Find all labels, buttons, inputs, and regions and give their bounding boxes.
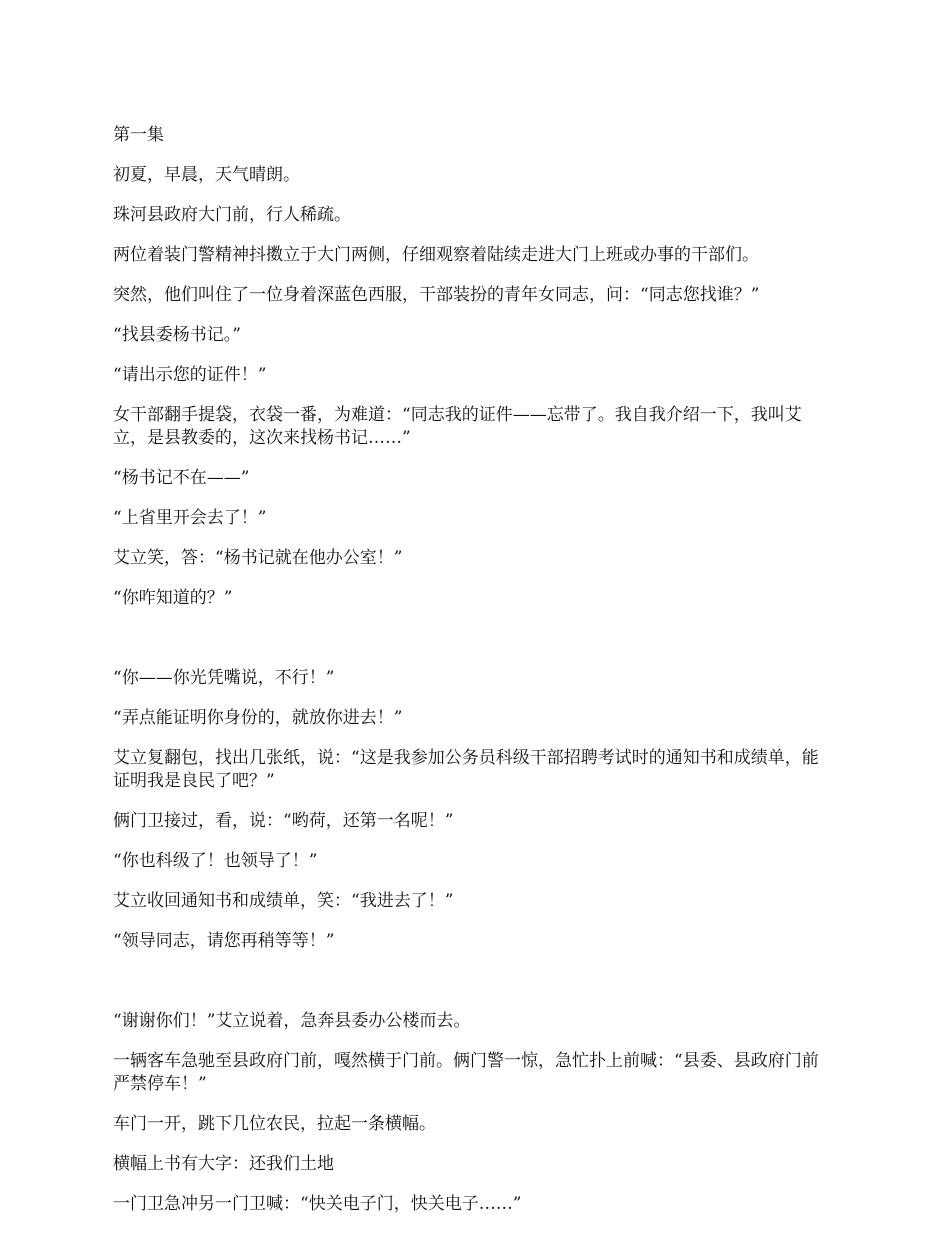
paragraph: 珠河县政府大门前，行人稀疏。 xyxy=(113,205,351,225)
paragraph: “谢谢你们！”艾立说着，急奔县委办公楼而去。 xyxy=(113,1011,471,1031)
paragraph: 初夏，早晨，天气晴朗。 xyxy=(113,165,300,185)
paragraph: 两位着装门警精神抖擞立于大门两侧，仔细观察着陆续走进大门上班或办事的干部们。 xyxy=(113,245,759,265)
paragraph: 横幅上书有大字：还我们土地 xyxy=(113,1154,334,1174)
paragraph: “上省里开会去了！” xyxy=(113,508,267,528)
section-gap xyxy=(113,970,833,1010)
paragraph: “找县委杨书记。” xyxy=(113,325,241,345)
paragraph: “你也科级了！也领导了！” xyxy=(113,851,318,871)
document-body xyxy=(113,124,833,1233)
paragraph: 女干部翻手提袋，衣袋一番，为难道：“同志我的证件——忘带了。我自我介绍一下，我叫艾立，是县教委的，这次来找杨书记……” xyxy=(113,405,802,448)
paragraph: “领导同志，请您再稍等等！” xyxy=(113,931,335,951)
paragraph: 艾立收回通知书和成绩单，笑：“我进去了！” xyxy=(113,891,454,911)
paragraph: “你——你光凭嘴说，不行！” xyxy=(113,668,335,688)
paragraph: 一辆客车急驰至县政府门前，嘎然横于门前。俩门警一惊，急忙扑上前喊：“县委、县政府门前严禁停车！” xyxy=(113,1051,819,1094)
paragraph: 艾立复翻包，找出几张纸，说：“这是我参加公务员科级干部招聘考试时的通知书和成绩单，能证明我是良民了吧？” xyxy=(113,748,819,791)
chapter-heading: 第一集 xyxy=(113,125,164,145)
paragraph: “弄点能证明你身份的，就放你进去！” xyxy=(113,708,403,728)
paragraph: 艾立笑，答：“杨书记就在他办公室！” xyxy=(113,548,403,568)
paragraph: 一门卫急冲另一门卫喊：“快关电子门，快关电子……” xyxy=(113,1194,522,1214)
paragraph: 突然，他们叫住了一位身着深蓝色西服，干部装扮的青年女同志，问：“同志您找谁？” xyxy=(113,285,760,305)
paragraph: “杨书记不在——” xyxy=(113,468,250,488)
paragraph: 俩门卫接过，看，说：“哟荷，还第一名呢！” xyxy=(113,811,454,831)
paragraph: 车门一开，跳下几位农民，拉起一条横幅。 xyxy=(113,1114,436,1134)
paragraph: “请出示您的证件！” xyxy=(113,365,267,385)
paragraph: “你咋知道的？” xyxy=(113,588,233,608)
section-gap xyxy=(113,627,833,667)
